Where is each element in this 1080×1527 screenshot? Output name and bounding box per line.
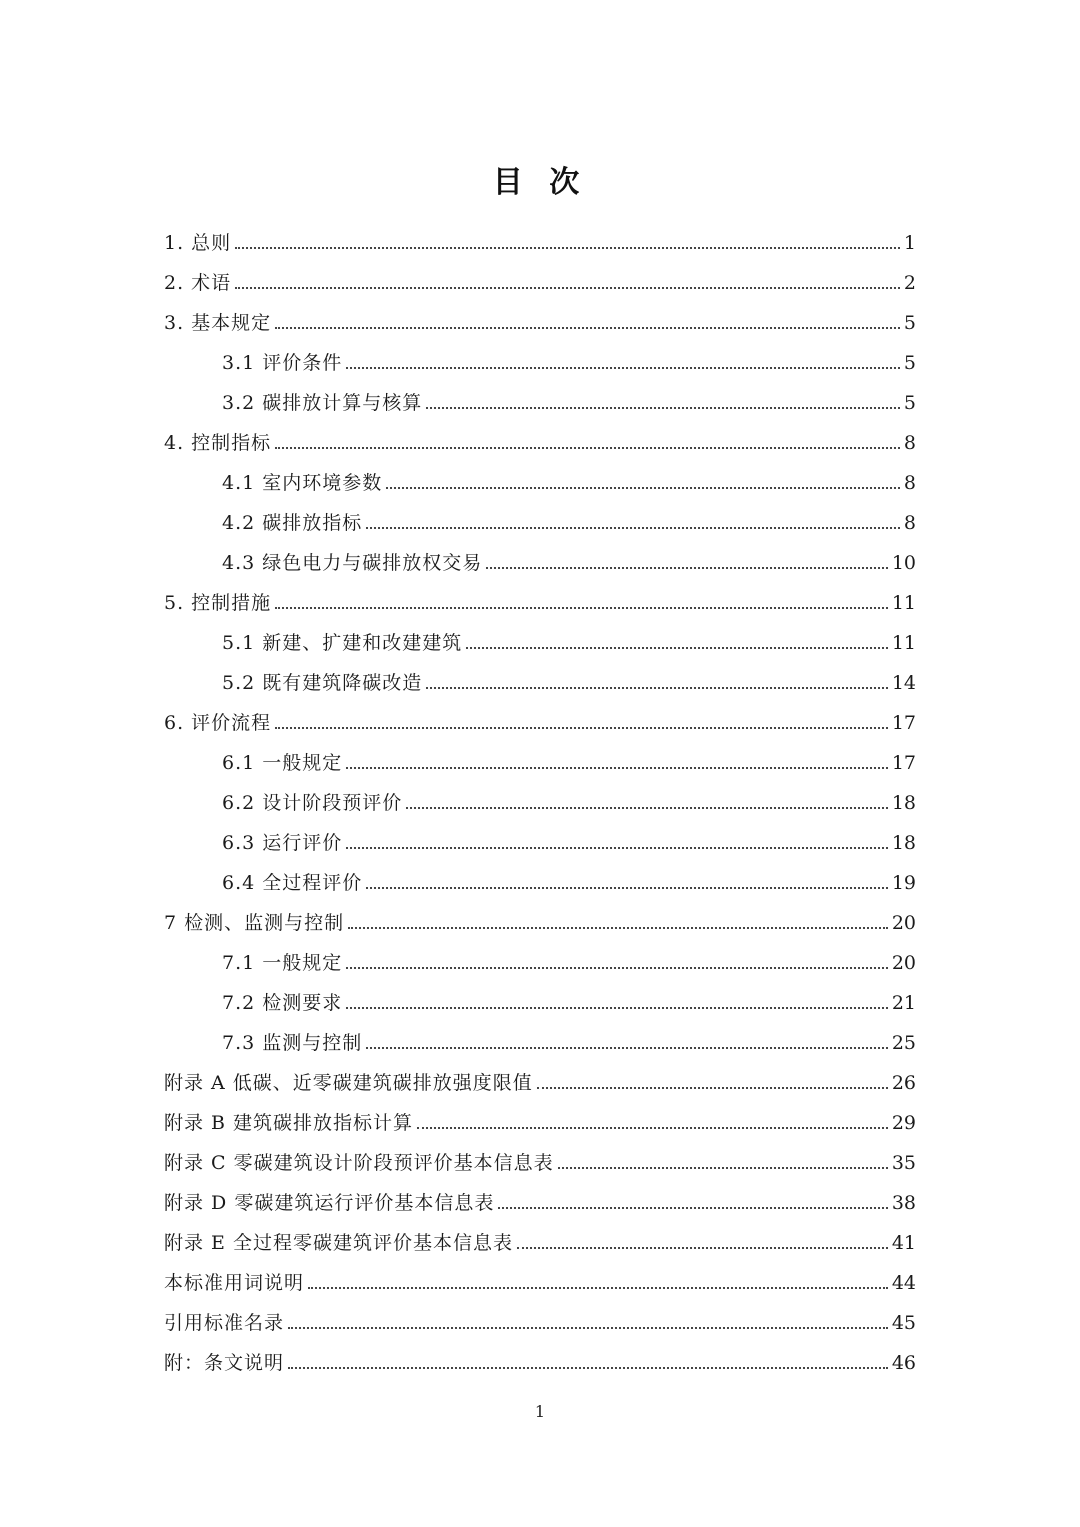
table-of-contents xyxy=(164,215,916,1375)
toc-entry-page: 20 xyxy=(891,912,916,934)
toc-entry-page: 20 xyxy=(891,952,916,974)
toc-entry-page: 11 xyxy=(891,592,916,614)
toc-dot-leader xyxy=(537,1087,888,1089)
toc-entry-title: 附：条文说明 xyxy=(164,1352,285,1374)
toc-entry xyxy=(164,535,916,575)
toc-dot-leader xyxy=(346,367,900,369)
toc-entry xyxy=(164,695,916,735)
toc-entry-page: 17 xyxy=(891,712,916,734)
toc-entry-title: 6. 评价流程 xyxy=(164,712,272,734)
toc-entry-title: 6.2 设计阶段预评价 xyxy=(222,792,403,814)
toc-dot-leader xyxy=(346,847,888,849)
toc-entry-title: 附录 C 零碳建筑设计阶段预评价基本信息表 xyxy=(164,1152,554,1174)
toc-entry xyxy=(164,295,916,335)
toc-dot-leader xyxy=(275,327,900,329)
toc-entry xyxy=(164,1175,916,1215)
toc-dot-leader xyxy=(426,407,900,409)
toc-entry-title: 4.1 室内环境参数 xyxy=(222,472,383,494)
toc-entry xyxy=(164,215,916,255)
toc-entry-title: 附录 D 零碳建筑运行评价基本信息表 xyxy=(164,1192,495,1214)
toc-entry-page: 41 xyxy=(891,1232,916,1254)
toc-entry-title: 6.1 一般规定 xyxy=(222,752,343,774)
toc-entry xyxy=(164,375,916,415)
toc-entry-title: 4. 控制指标 xyxy=(164,432,272,454)
toc-entry-page: 2 xyxy=(903,272,916,294)
toc-entry xyxy=(164,335,916,375)
toc-entry xyxy=(164,415,916,455)
toc-dot-leader xyxy=(517,1247,888,1249)
toc-dot-leader xyxy=(275,607,888,609)
toc-dot-leader xyxy=(466,647,888,649)
toc-dot-leader xyxy=(288,1367,888,1369)
toc-entry xyxy=(164,895,916,935)
toc-dot-leader xyxy=(426,687,888,689)
toc-entry xyxy=(164,655,916,695)
toc-dot-leader xyxy=(288,1327,888,1329)
toc-entry xyxy=(164,815,916,855)
toc-entry xyxy=(164,1055,916,1095)
toc-dot-leader xyxy=(558,1167,888,1169)
toc-entry xyxy=(164,1255,916,1295)
toc-entry-title: 3. 基本规定 xyxy=(164,312,272,334)
toc-entry-title: 5.2 既有建筑降碳改造 xyxy=(222,672,423,694)
toc-entry-page: 18 xyxy=(891,792,916,814)
toc-entry-page: 25 xyxy=(891,1032,916,1054)
toc-dot-leader xyxy=(235,247,900,249)
toc-entry xyxy=(164,975,916,1015)
toc-entry-title: 4.2 碳排放指标 xyxy=(222,512,363,534)
toc-entry xyxy=(164,255,916,295)
toc-entry-title: 7.3 监测与控制 xyxy=(222,1032,363,1054)
toc-entry xyxy=(164,575,916,615)
toc-entry-title: 附录 E 全过程零碳建筑评价基本信息表 xyxy=(164,1232,513,1254)
toc-entry-page: 38 xyxy=(891,1192,916,1214)
toc-entry-title: 3.1 评价条件 xyxy=(222,352,343,374)
toc-entry-page: 1 xyxy=(903,232,916,254)
toc-entry-page: 19 xyxy=(891,872,916,894)
toc-entry-title: 附录 B 建筑碳排放指标计算 xyxy=(164,1112,414,1134)
toc-dot-leader xyxy=(417,1127,888,1129)
page-number: 1 xyxy=(534,1402,546,1421)
toc-entry-title: 1. 总则 xyxy=(164,232,232,254)
toc-dot-leader xyxy=(275,727,888,729)
toc-dot-leader xyxy=(366,887,888,889)
toc-dot-leader xyxy=(346,1007,888,1009)
toc-entry-title: 6.3 运行评价 xyxy=(222,832,343,854)
toc-entry xyxy=(164,615,916,655)
toc-entry-title: 5.1 新建、扩建和改建建筑 xyxy=(222,632,463,654)
toc-entry-page: 14 xyxy=(891,672,916,694)
toc-dot-leader xyxy=(235,287,900,289)
toc-entry-page: 45 xyxy=(891,1312,916,1334)
toc-entry-title: 附录 A 低碳、近零碳建筑碳排放强度限值 xyxy=(164,1072,533,1094)
toc-entry-page: 35 xyxy=(891,1152,916,1174)
toc-dot-leader xyxy=(366,527,900,529)
toc-entry-title: 引用标准名录 xyxy=(164,1312,285,1334)
toc-entry-page: 11 xyxy=(891,632,916,654)
toc-dot-leader xyxy=(275,447,900,449)
toc-entry-page: 26 xyxy=(891,1072,916,1094)
toc-entry-page: 17 xyxy=(891,752,916,774)
toc-entry-page: 8 xyxy=(903,432,916,454)
toc-dot-leader xyxy=(366,1047,888,1049)
toc-dot-leader xyxy=(498,1207,887,1209)
toc-entry-page: 29 xyxy=(891,1112,916,1134)
toc-entry-page: 18 xyxy=(891,832,916,854)
toc-entry-page: 46 xyxy=(891,1352,916,1374)
toc-dot-leader xyxy=(308,1287,888,1289)
toc-entry-title: 6.4 全过程评价 xyxy=(222,872,363,894)
toc-entry xyxy=(164,775,916,815)
toc-entry-title: 3.2 碳排放计算与核算 xyxy=(222,392,423,414)
toc-entry xyxy=(164,1335,916,1375)
toc-entry xyxy=(164,1095,916,1135)
toc-entry xyxy=(164,1135,916,1175)
toc-entry-title: 2. 术语 xyxy=(164,272,232,294)
toc-entry-title: 7.1 一般规定 xyxy=(222,952,343,974)
toc-entry-page: 5 xyxy=(903,312,916,334)
toc-dot-leader xyxy=(346,767,888,769)
toc-entry-page: 21 xyxy=(891,992,916,1014)
toc-entry xyxy=(164,455,916,495)
toc-entry-title: 本标准用词说明 xyxy=(164,1272,305,1294)
toc-dot-leader xyxy=(386,487,900,489)
toc-dot-leader xyxy=(346,967,888,969)
toc-entry-page: 10 xyxy=(891,552,916,574)
page-title: 目 次 xyxy=(492,165,588,200)
toc-entry xyxy=(164,935,916,975)
toc-entry-title: 7.2 检测要求 xyxy=(222,992,343,1014)
toc-dot-leader xyxy=(348,927,888,929)
toc-entry-page: 5 xyxy=(903,352,916,374)
toc-entry xyxy=(164,1295,916,1335)
toc-entry xyxy=(164,855,916,895)
toc-entry xyxy=(164,1015,916,1055)
toc-entry-title: 7 检测、监测与控制 xyxy=(164,912,345,934)
toc-entry-page: 8 xyxy=(903,472,916,494)
toc-entry-page: 5 xyxy=(903,392,916,414)
toc-entry-page: 44 xyxy=(891,1272,916,1294)
toc-entry-page: 8 xyxy=(903,512,916,534)
toc-entry xyxy=(164,735,916,775)
toc-entry-title: 4.3 绿色电力与碳排放权交易 xyxy=(222,552,483,574)
toc-entry xyxy=(164,1215,916,1255)
toc-entry-title: 5. 控制措施 xyxy=(164,592,272,614)
toc-dot-leader xyxy=(406,807,888,809)
toc-dot-leader xyxy=(486,567,888,569)
toc-entry xyxy=(164,495,916,535)
